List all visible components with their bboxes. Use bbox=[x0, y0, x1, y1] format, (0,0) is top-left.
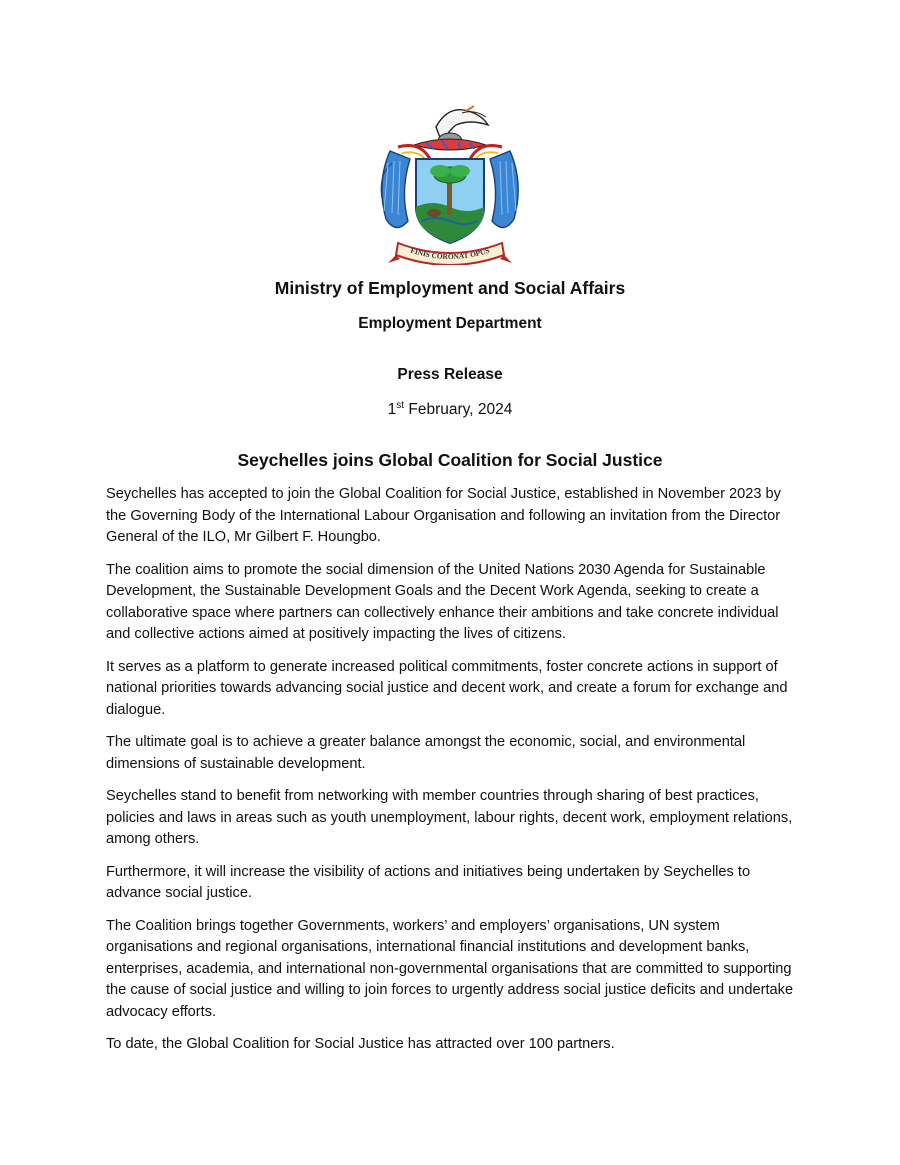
date-day: 1 bbox=[387, 401, 397, 419]
headline: Seychelles joins Global Coalition for Social Justice bbox=[237, 450, 663, 470]
paragraph: The coalition aims to promote the social dimension of the United Nations 2030 Agenda for Sustainable Development, the Sustainable Development Goals and the Decent Work Agenda, seeking to create a collaborative space where partners can collectively enhance their ambitions and take concrete individual and collective actions aimed at positively impacting the lives of citizens. bbox=[106, 561, 779, 642]
paragraph: The ultimate goal is to achieve a greater balance amongst the economic, social, and environmental dimensions of sustainable development. bbox=[106, 734, 746, 772]
paragraph: It serves as a platform to generate increased political commitments, foster concrete actions in support of national priorities towards advancing social justice and decent work, and create a forum for exchange and dialogue. bbox=[106, 658, 788, 718]
paragraph: Seychelles stand to benefit from networking with member countries through sharing of best practices, policies and laws in areas such as youth unemployment, labour rights, decent work, employment relations, among others. bbox=[106, 788, 793, 847]
coat-of-arms-icon bbox=[370, 103, 530, 265]
paragraph: Furthermore, it will increase the visibility of actions and initiatives being undertaken by Seychelles to advance social justice. bbox=[106, 863, 751, 901]
release-date bbox=[0, 400, 900, 419]
document-type: Press Release bbox=[397, 366, 503, 383]
paragraph: The Coalition brings together Governments, workers’ and employers’ organisations, UN system organisations and regional organisations, international financial institutions and development banks, enterprises, academia, and international non-governmental organisations that are committed to supporting the cause of social justice and willing to join forces to urgently address social justice deficits and undertake advocacy efforts. bbox=[106, 917, 794, 1020]
paragraph: To date, the Global Coalition for Social Justice has attracted over 100 partners. bbox=[106, 1036, 615, 1052]
date-ordinal-suffix: st bbox=[396, 400, 405, 411]
crest-motto: FINIS CORONAT OPUS bbox=[409, 245, 491, 262]
ministry-title: Ministry of Employment and Social Affairs bbox=[274, 278, 626, 298]
paragraph: Seychelles has accepted to join the Global Coalition for Social Justice, established in November 2023 by the Governing Body of the International Labour Organisation and following an invitation from the Director General of the ILO, Mr Gilbert F. Houngbo. bbox=[106, 486, 781, 545]
seychelles-coat-of-arms-emblem bbox=[370, 103, 530, 265]
article-body bbox=[106, 484, 796, 1067]
date-month-year: February, 2024 bbox=[404, 401, 513, 419]
department-title: Employment Department bbox=[358, 315, 542, 332]
